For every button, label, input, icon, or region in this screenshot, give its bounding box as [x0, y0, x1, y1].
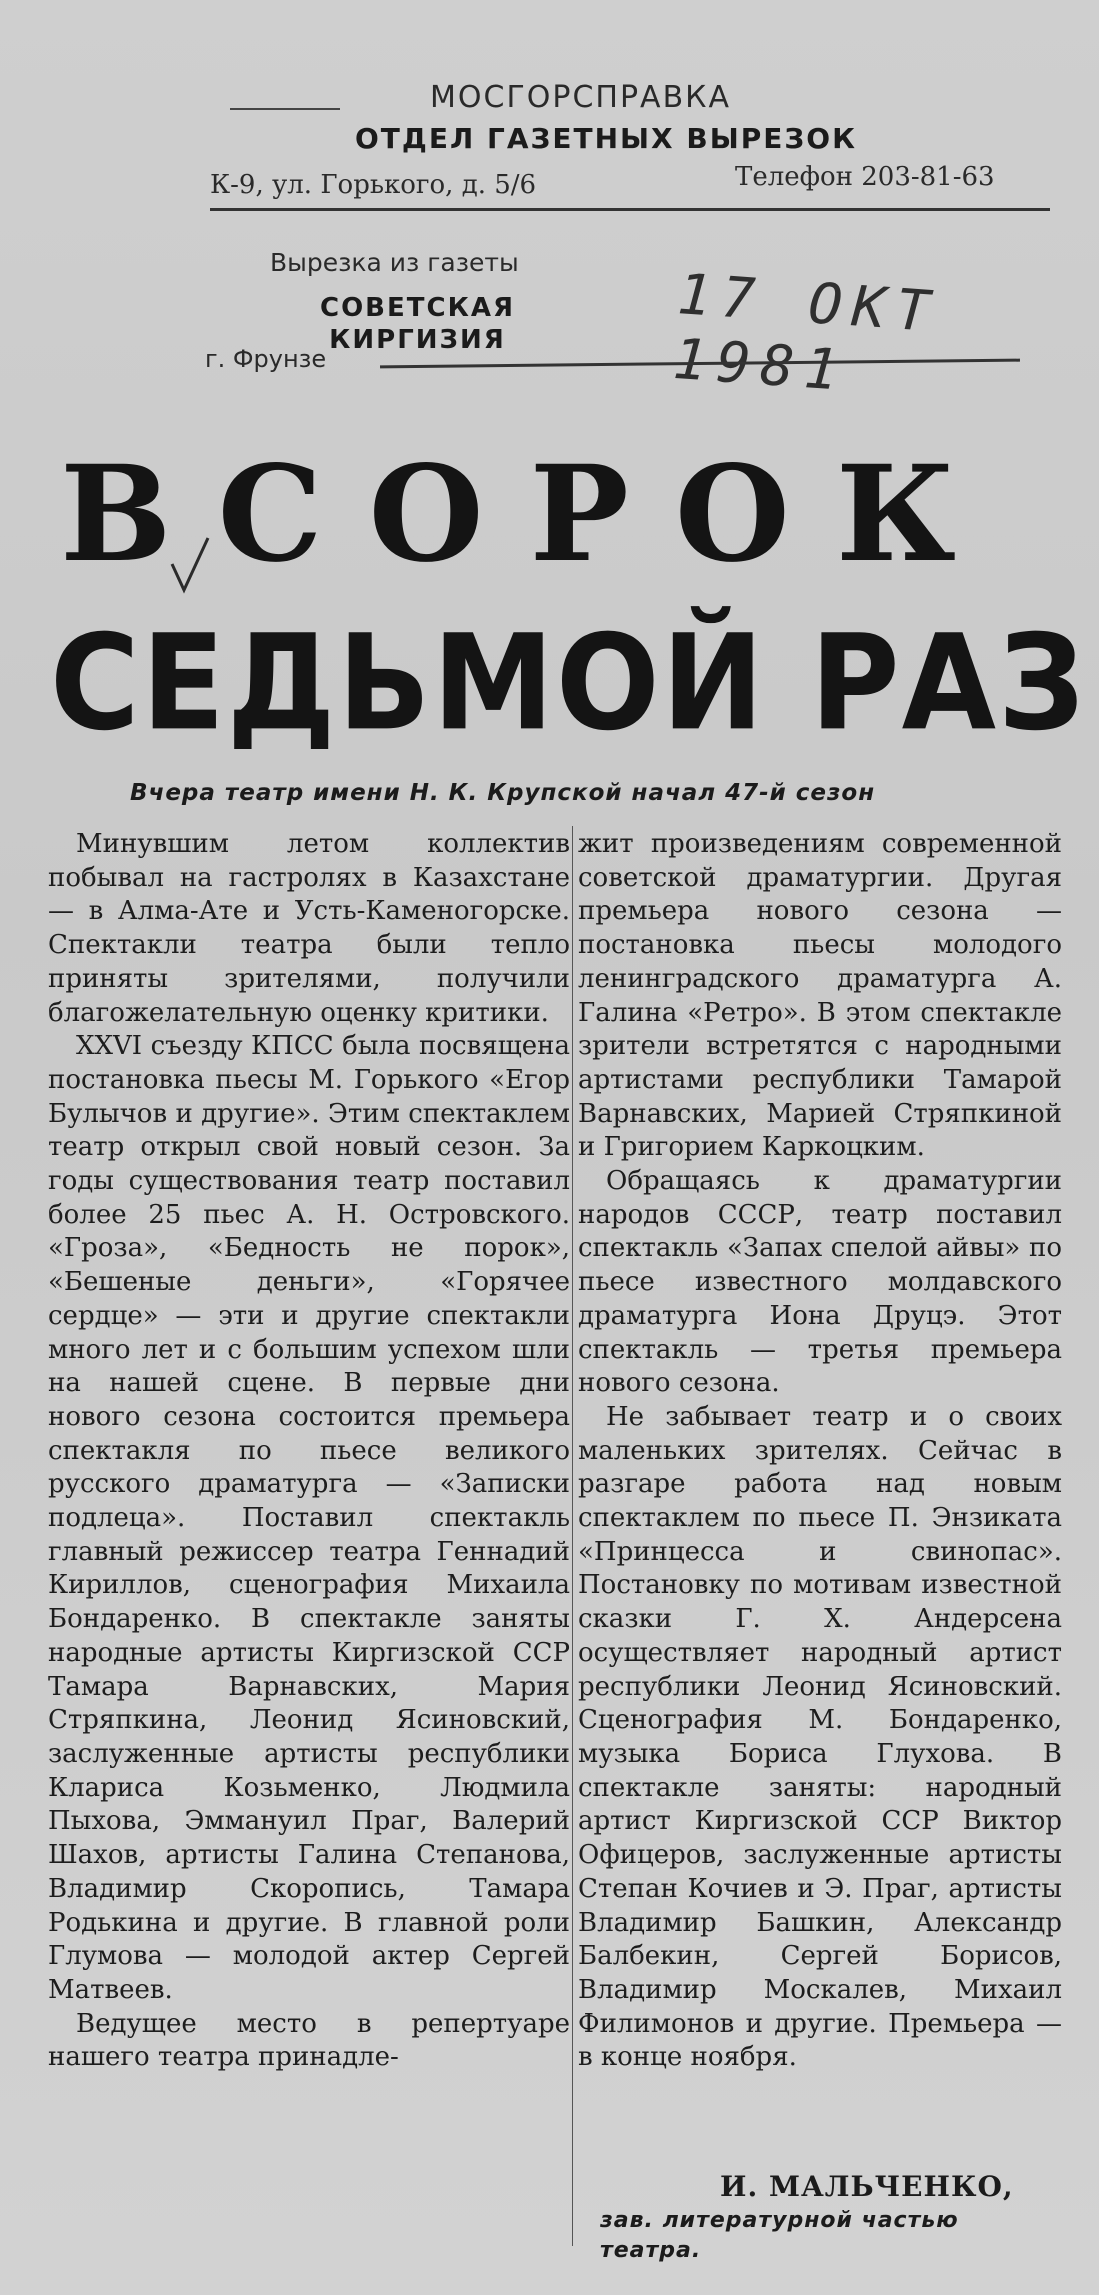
- paragraph: жит произведениям современной советской драматургии. Другая премьера нового сезона — постановка пьесы молодого ленинградского драматурга А. Галина «Ретро». В этом спектакле зрители встретятся с народными артистами республики Тамарой Варнавских, Марией Стряпкиной и Григорием Каркоцким.: [578, 829, 1062, 1163]
- stamp-rule: [230, 108, 340, 110]
- paragraph: Ведущее место в репертуаре нашего театра принадле-: [48, 2008, 570, 2073]
- city-name: г. Фрунзе: [205, 345, 327, 373]
- article-column-right: [578, 828, 1062, 2075]
- bureau-address: К-9, ул. Горького, д. 5/6: [210, 170, 537, 200]
- pencil-checkmark-icon: [168, 534, 212, 594]
- bureau-phone: Телефон 203-81-63: [735, 162, 995, 192]
- author-name: И. МАЛЬЧЕНКО,: [720, 2170, 1014, 2203]
- article-column-left: [48, 828, 570, 2075]
- newspaper-name: [320, 292, 515, 356]
- bureau-name: МОСГОРСПРАВКА: [430, 80, 731, 115]
- column-divider: [572, 826, 573, 2246]
- subheadline: Вчера театр имени Н. К. Крупской начал 47-й сезон: [130, 780, 876, 806]
- newspaper-name-line1: СОВЕТСКАЯ: [320, 293, 515, 323]
- clip-label: Вырезка из газеты: [270, 248, 519, 277]
- stamp-divider: [210, 208, 1050, 211]
- newspaper-name-line2: КИРГИЗИЯ: [329, 325, 506, 355]
- paragraph: Минувшим летом коллектив побывал на гастролях в Казахстане — в Алма-Ате и Усть-Каменогорске. Спектакли театра были тепло приняты зрителями, получили благожелательную оценку критики.: [48, 829, 570, 1028]
- author-role: зав. литературной частью театра.: [600, 2208, 959, 2263]
- paragraph: Обращаясь к драматургии народов СССР, театр поставил спектакль «Запах спелой айвы» по пьесе известного молдавского драматурга Иона Друцэ. Этот спектакль — третья премьера нового сезона.: [578, 1166, 1062, 1399]
- headline-line2: СЕДЬМОЙ РАЗ: [50, 606, 1087, 760]
- paragraph: Не забывает театр и о своих маленьких зрителях. Сейчас в разгаре работа над новым спектаклем по пьесе П. Энзиката «Принцесса и свинопас». Постановку по мотивам известной сказки Г. Х. Андерсена осуществляет народный артист республики Леонид Ясиновский. Сценография М. Бондаренко, музыка Бориса Глухова. В спектакле заняты: народный артист Киргизской ССР Виктор Офицеров, заслуженные артисты Степан Кочиев и Э. Праг, артисты Владимир Башкин, Александр Балбекин, Сергей Борисов, Владимир Москалев, Михаил Филимонов и другие. Премьера — в конце ноября.: [578, 1401, 1062, 2073]
- handwritten-date: 17 ОКТ 1981: [670, 262, 942, 404]
- department-name: ОТДЕЛ ГАЗЕТНЫХ ВЫРЕЗОК: [355, 122, 857, 155]
- headline-line1: ВСОРОК: [60, 437, 1002, 592]
- paragraph: XXVI съезду КПСС была посвящена постановка пьесы М. Горького «Егор Булычов и другие». Этим спектаклем театр открыл свой новый сезон. За годы существования театр поставил более 25 пьес А. Н. Островского. «Гроза», «Бедность не порок», «Бешеные деньги», «Горячее сердце» — эти и другие спектакли много лет и с большим успехом шли на нашей сцене. В первые дни нового сезона состоится премьера спектакля по пьесе великого русского драматурга — «Записки подлеца». Поставил спектакль главный режиссер театра Геннадий Кириллов, сценография Михаила Бондаренко. В спектакле заняты народные артисты Киргизской ССР Тамара Варнавских, Мария Стряпкина, Леонид Ясиновский, заслуженные артисты республики Клариса Козьменко, Людмила Пыхова, Эммануил Праг, Валерий Шахов, артисты Галина Степанова, Владимир Скоропись, Тамара Родькина и другие. В главной роли Глумова — молодой актер Сергей Матвеев.: [48, 1031, 570, 2005]
